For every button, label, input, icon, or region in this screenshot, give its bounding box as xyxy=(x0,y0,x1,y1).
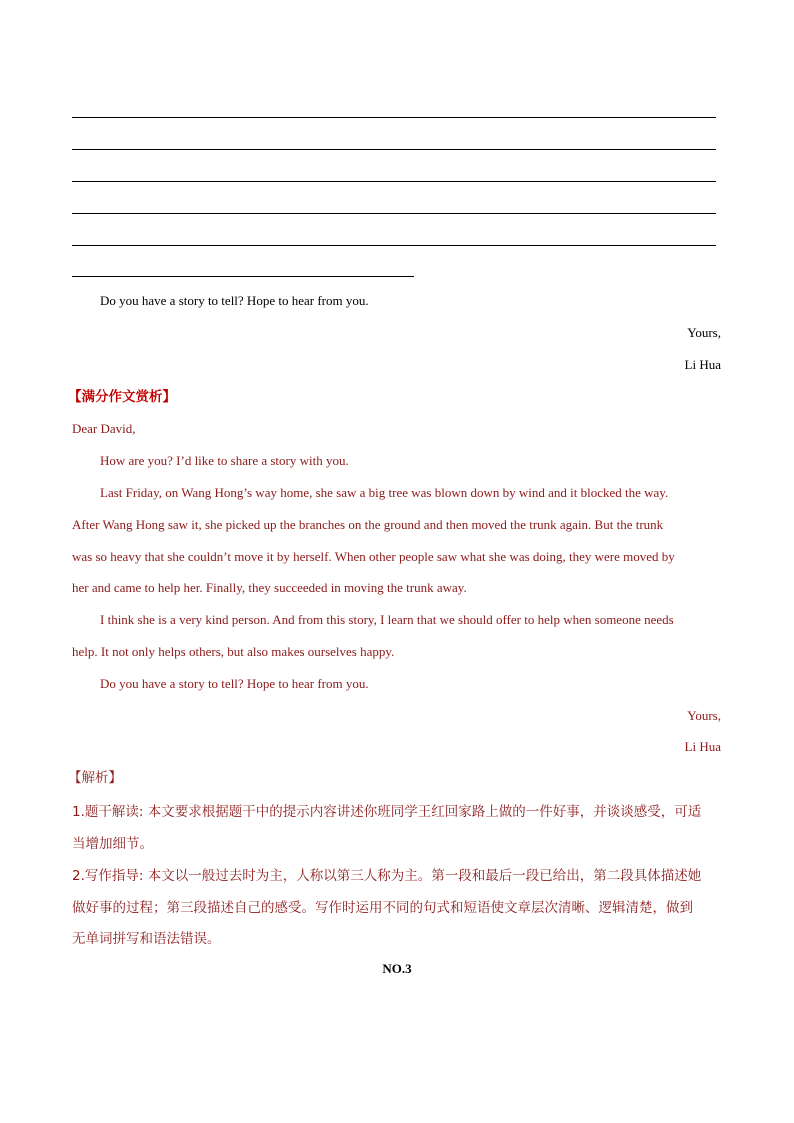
analysis-item-1-line-2: 当增加细节。 xyxy=(72,836,153,852)
page-number: NO.3 xyxy=(382,961,412,976)
answer-line-3 xyxy=(72,181,716,182)
answer-line-6 xyxy=(72,276,414,277)
essay-yours: Yours, xyxy=(687,708,721,723)
essay-signature: Li Hua xyxy=(684,739,721,754)
essay-paragraph-4: Do you have a story to tell? Hope to hear from you. xyxy=(100,676,369,691)
closing-yours: Yours, xyxy=(687,325,721,340)
essay-paragraph-3-line-2: help. It not only helps others, but also makes ourselves happy. xyxy=(72,644,395,659)
analysis-item-1-line-1: 1.题干解读: 本文要求根据题干中的提示内容讲述你班同学王红回家路上做的一件好事，并谈谈感受，可适 xyxy=(72,804,702,820)
model-essay-heading: 【满分作文赏析】 xyxy=(68,389,176,405)
essay-paragraph-2-line-4: her and came to help her. Finally, they succeeded in moving the trunk away. xyxy=(72,580,467,595)
answer-line-5 xyxy=(72,245,716,246)
analysis-item-2-line-2: 做好事的过程；第三段描述自己的感受。写作时运用不同的句式和短语使文章层次清晰、逻辑清楚，做到 xyxy=(72,900,693,916)
analysis-item-2-line-1: 2.写作指导: 本文以一般过去时为主，人称以第三人称为主。第一段和最后一段已给出，第二段具体描述她 xyxy=(72,868,702,884)
essay-paragraph-2-line-2: After Wang Hong saw it, she picked up the branches on the ground and then moved the trunk again. But the trunk xyxy=(72,517,664,532)
answer-line-4 xyxy=(72,213,716,214)
answer-line-1 xyxy=(72,117,716,118)
essay-paragraph-2-line-3: was so heavy that she couldn’t move it by herself. When other people saw what she was doing, they were moved by xyxy=(72,549,675,564)
essay-greeting: Dear David, xyxy=(72,421,136,436)
essay-paragraph-2-line-1: Last Friday, on Wang Hong’s way home, she saw a big tree was blown down by wind and it blocked the way. xyxy=(100,485,669,500)
essay-paragraph-1: How are you? I’d like to share a story with you. xyxy=(100,453,349,468)
analysis-heading: 【解析】 xyxy=(68,770,122,786)
essay-paragraph-3-line-1: I think she is a very kind person. And from this story, I learn that we should offer to help when someone needs xyxy=(100,612,674,627)
analysis-item-2-line-3: 无单词拼写和语法错误。 xyxy=(72,931,221,947)
closing-sentence: Do you have a story to tell? Hope to hear from you. xyxy=(100,293,369,308)
answer-line-2 xyxy=(72,149,716,150)
signature: Li Hua xyxy=(684,357,721,372)
